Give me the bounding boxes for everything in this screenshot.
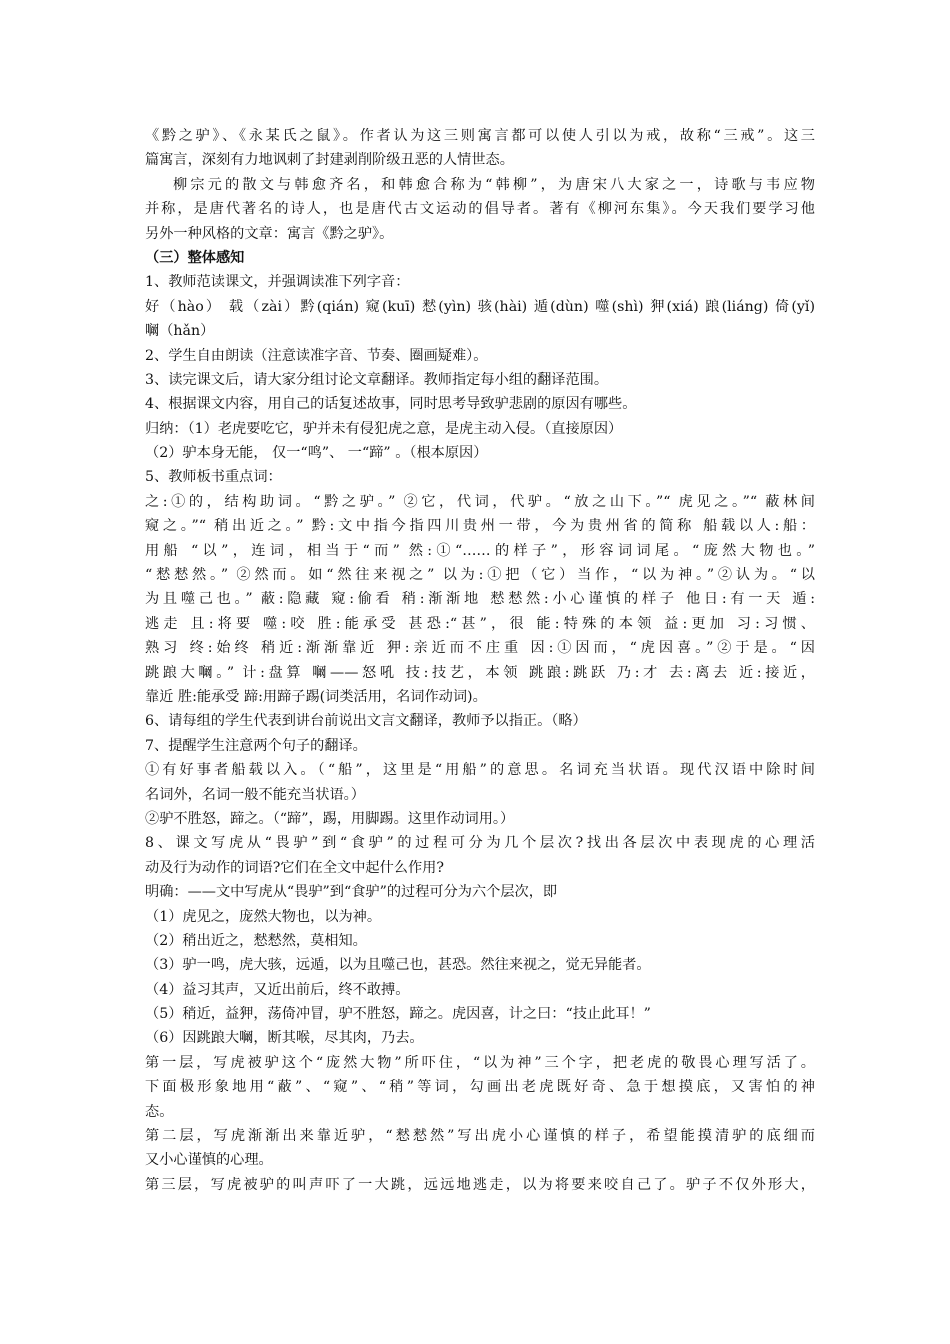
text-line: （2）驴本身无能， 仅一“鸣”、 一“蹄” 。（根本原因） [145,445,488,462]
text-line: （6）因跳踉大㘎，断其喉，尽其肉，乃去。 [145,1030,424,1047]
text-line: 㘎（hǎn） [145,323,215,340]
text-line: 4、根据课文内容，用自己的话复述故事，同时思考导致驴悲剧的原因有哪些。 [145,396,637,413]
text-line: 态。 [145,1103,174,1120]
text-line: 窥之。”“ 稍出近之。” 黔:文中指今指四川贵州一带，今为贵州省的简称 船载以人:船： [145,518,815,535]
text-line: ①有好事者船载以入。（“船”，这里是“用船”的意思。名词充当状语。现代汉语中除时间 [145,762,815,779]
text-line: 柳宗元的散文与韩愈齐名，和韩愈合称为“韩柳”，为唐宋八大家之一，诗歌与韦应物 [173,176,815,193]
text-line: 并称，是唐代著名的诗人，也是唐代古文运动的倡导者。著有《柳河东集》。今天我们要学习他 [145,201,815,218]
text-line: 归纳：（1）老虎要吃它，驴并未有侵犯虎之意，是虎主动入侵。（直接原因） [145,420,623,437]
text-line: 靠近 胜:能承受 蹄:用蹄子踢(词类活用，名词作动词)。 [145,688,487,705]
text-line: 第二层，写虎渐渐出来靠近驴，“慭慭然”写出虎小心谨慎的样子，希望能摸清驴的底细而 [145,1128,815,1145]
text-line: 动及行为动作的词语?它们在全文中起什么作用? [145,859,444,876]
text-line: （4）益习其声，又近出前后，终不敢搏。 [145,981,410,998]
text-line: （3）驴一鸣，虎大骇，远遁，以为且噬己也，甚恐。然往来视之，觉无异能者。 [145,957,651,974]
text-line: 另外一种风格的文章：寓言《黔之驴》。 [145,225,394,242]
text-line: 跳踉大㘎。” 计:盘算 㘎——怒吼 技:技艺，本领 跳踉:跳跃 乃:才 去:离去 近:接近， [145,664,815,681]
text-line: （2）稍出近之，慭慭然，莫相知。 [145,932,367,949]
text-line: 好（hào） 载（zài）黔(qián) 窥(kuī) 慭(yìn) 骇(hài) 遁(dùn) 噬(shì) 狎(xiá) 踉(liáng) 倚(yǐ) [145,298,815,315]
text-line: 下面极形象地用“蔽”、“窥”、“稍”等词，勾画出老虎既好奇、急于想摸底，又害怕的神 [145,1079,815,1096]
text-line: 熟习 终:始终 稍近:渐渐靠近 狎:亲近而不庄重 因:①因而，“虎因喜。”②于是。“因 [145,640,815,657]
text-line: 又小心谨慎的心理。 [145,1152,273,1169]
document-page [145,124,815,1197]
text-line: 第一层，写虎被驴这个“庞然大物”所吓住，“以为神”三个字，把老虎的敬畏心理写活了。 [145,1054,815,1071]
text-line: 《黔之驴》、《永某氏之鼠》。作者认为这三则寓言都可以使人引以为戒，故称“三戒”。这三 [145,128,815,144]
text-line: 7、提醒学生注意两个句子的翻译。 [145,737,367,754]
text-line: 篇寓言，深刻有力地讽刺了封建剥削阶级丑恶的人情世态。 [145,152,514,169]
text-line: 用船 “以”，连词，相当于“而” 然:①“……的样子”，形容词词尾。“庞然大物也。” [145,542,815,559]
text-line: 名词外，名词一般不能充当状语。） [145,786,365,803]
text-line: 第三层，写虎被驴的叫声吓了一大跳，远远地逃走，以为将要来咬自己了。驴子不仅外形大， [145,1176,815,1193]
text-line: “慭慭然。” ②然而。如“然往来视之” 以为:①把（它）当作，“以为神。”②认为。“以 [145,567,815,584]
text-line: 3、读完课文后，请大家分组讨论文章翻译。教师指定每小组的翻译范围。 [145,371,609,388]
text-line: 为且噬己也。” 蔽:隐藏 窥:偷看 稍:渐渐地 慭慭然:小心谨慎的样子 他日:有一天 遁: [145,591,815,608]
text-line: 逃走 且:将要 噬:咬 胜:能承受 甚恐:“甚”，很 能:特殊的本领 益:更加 习:习惯、 [145,615,815,632]
text-line: 1、教师范读课文，并强调读准下列字音： [145,274,410,291]
text-line: 明确：——文中写虎从“畏驴”到“食驴”的过程可分为六个层次，即 [145,884,558,901]
text-line: （5）稍近，益狎，荡倚冲冒，驴不胜怒，蹄之。虎因喜，计之曰：“技止此耳！” [145,1006,651,1023]
text-line: 5、教师板书重点词： [145,469,282,486]
text-line: 8、课文写虎从“畏驴”到“食驴”的过程可分为几个层次?找出各层次中表现虎的心理活 [145,835,815,852]
text-line: 2、学生自由朗读（注意读准字音、节奏、圈画疑难）。 [145,347,488,364]
text-line: 6、请每组的学生代表到讲台前说出文言文翻译，教师予以指正。（略） [145,713,587,730]
text-line: 之:①的，结构助词。“黔之驴。” ②它，代词，代驴。“放之山下。”“ 虎见之。”“ 蔽林间 [145,493,815,510]
text-line: ②驴不胜怒，蹄之。（“蹄”，踢，用脚踢。这里作动词用。） [145,810,515,827]
text-line: （1）虎见之，庞然大物也，以为神。 [145,908,382,925]
text-line: （三）整体感知 [145,249,245,266]
